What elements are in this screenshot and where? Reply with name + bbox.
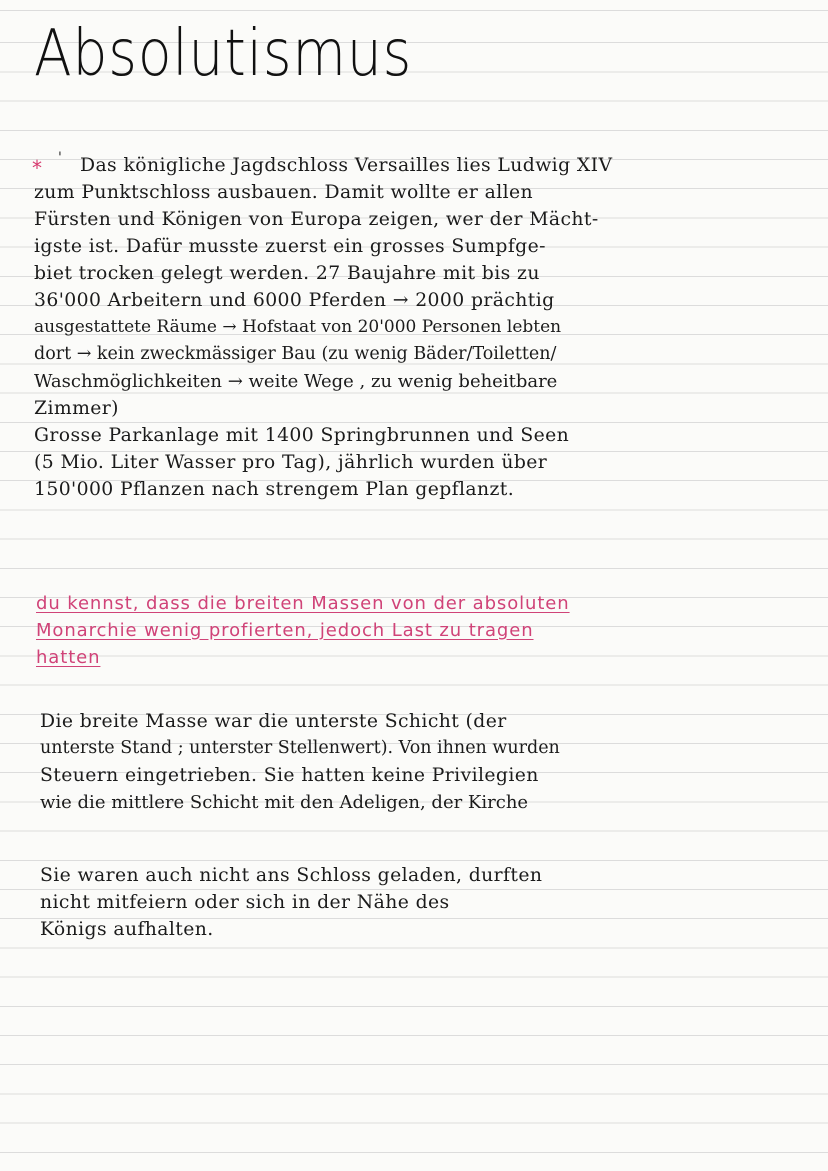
text-line: Steuern eingetrieben. Sie hatten keine Privilegien (40, 765, 539, 786)
text-line: biet trocken gelegt werden. 27 Baujahre mit bis zu (34, 263, 540, 284)
star-marker: * (32, 156, 42, 180)
versailles-section (80, 152, 820, 179)
text-line: dort → kein zweckmässiger Bau (zu wenig Bäder/Toiletten/ (34, 344, 557, 364)
answer-section (40, 708, 828, 816)
prompt-line-text: du kennst, dass die breiten Massen von der absoluten (36, 593, 570, 614)
text-line: Die breite Masse war die unterste Schicht (der (40, 711, 507, 732)
text-line: 150'000 Pflanzen nach strengem Plan gepflanzt. (34, 479, 515, 500)
prompt-line (36, 644, 826, 671)
prompt-line-text: hatten (36, 647, 101, 668)
text-line: Zimmer) (34, 398, 119, 419)
text-line: nicht mitfeiern oder sich in der Nähe des (40, 892, 450, 913)
answer-continuation (40, 862, 828, 943)
text-line: Grosse Parkanlage mit 1400 Springbrunnen und Seen (34, 425, 570, 446)
text-line: 36'000 Arbeitern und 6000 Pferden → 2000 prächtig (34, 290, 555, 311)
tick-mark: ' (58, 150, 62, 166)
prompt-line-text: Monarchie wenig profierten, jedoch Last zu tragen (36, 620, 534, 641)
versailles-section-body (34, 179, 824, 503)
page-title: Absolutismus (34, 17, 413, 91)
text-line: unterste Stand ; unterster Stellenwert). Von ihnen wurden (40, 738, 560, 758)
text-line: Waschmöglichkeiten → weite Wege , zu wenig beheitbare (34, 371, 558, 392)
text-line: Fürsten und Königen von Europa zeigen, wer der Mächt- (34, 209, 599, 230)
text-line: (5 Mio. Liter Wasser pro Tag), jährlich wurden über (34, 452, 548, 473)
text-line: Sie waren auch nicht ans Schloss geladen, durften (40, 865, 543, 886)
text-line: Das königliche Jagdschloss Versailles lies Ludwig XIV (80, 155, 613, 176)
text-line: Königs aufhalten. (40, 919, 214, 940)
prompt-line (36, 617, 826, 644)
text-line: igste ist. Dafür musste zuerst ein grosses Sumpfge- (34, 236, 546, 257)
text-line: zum Punktschloss ausbauen. Damit wollte er allen (34, 182, 534, 203)
prompt-line (36, 590, 826, 617)
text-line: wie die mittlere Schicht mit den Adeligen, der Kirche (40, 792, 529, 813)
task-prompt-section (36, 590, 826, 671)
text-line: ausgestattete Räume → Hofstaat von 20'000 Personen lebten (34, 317, 562, 337)
